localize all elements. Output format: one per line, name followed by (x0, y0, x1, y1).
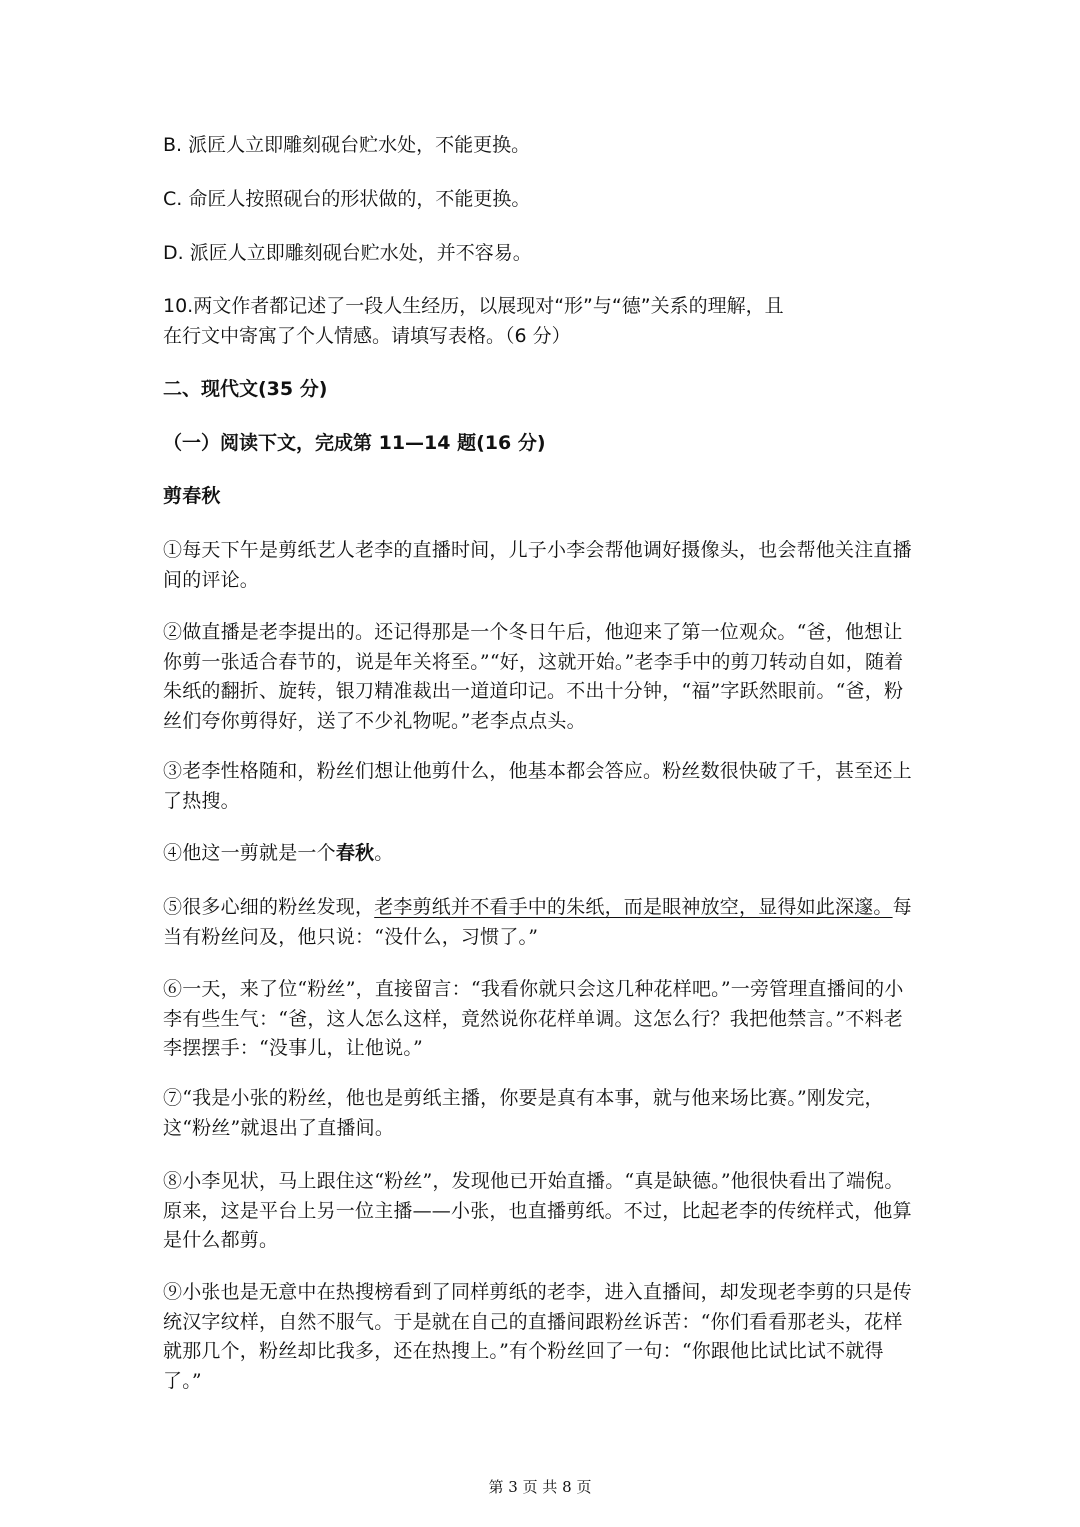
question-10-line-1: 10.两文作者都记述了一段人生经历，以展现对“形”与“德”关系的理解，且 (163, 295, 784, 317)
paragraph-3: ③老李性格随和，粉丝们想让他剪什么，他基本都会答应。粉丝数很快破了千，甚至还上了热搜。 (163, 760, 912, 812)
page-number-footer: 第 3 页 共 8 页 (488, 1478, 592, 1496)
option-d: D. 派匠人立即雕刻砚台贮水处，并不容易。 (163, 242, 532, 264)
section-title: 二、现代文(35 分) (163, 378, 328, 400)
section-subtitle: （一）阅读下文，完成第 11—14 题(16 分) (163, 432, 546, 454)
paragraph-5 (163, 893, 918, 952)
paragraph-8: ⑧小李见状，马上跟住这“粉丝”，发现他已开始直播。“真是缺德。”他很快看出了端倪。原来，这是平台上另一位主播——小张，也直播剪纸。不过，比起老李的传统样式，他算是什么都剪。 (163, 1170, 912, 1251)
paragraph-4-prefix: ④他这一剪就是一个 (163, 842, 336, 864)
paragraph-5-prefix: ⑤很多心细的粉丝发现， (163, 896, 375, 918)
paragraph-1: ①每天下午是剪纸艺人老李的直播时间，儿子小李会帮他调好摄像头，也会帮他关注直播间的评论。 (163, 539, 912, 591)
question-10 (163, 292, 918, 351)
question-10-line-2: 在行文中寄寓了个人情感。请填写表格。（6 分） (163, 324, 571, 347)
paragraph-5-suffix: 每当有粉丝问及，他只说：“没什么，习惯了。” (163, 896, 912, 948)
paragraph-9: ⑨小张也是无意中在热搜榜看到了同样剪纸的老李，进入直播间，却发现老李剪的只是传统汉字纹样，自然不服气。于是就在自己的直播间跟粉丝诉苦：“你们看看那老头，花样就那几个，粉丝却比我多，还在热搜上。”有个粉丝回了一句：“你跟他比试比试不就得了。” (163, 1281, 912, 1392)
option-b: B. 派匠人立即雕刻砚台贮水处，不能更换。 (163, 134, 531, 156)
paragraph-7: ⑦“我是小张的粉丝，他也是剪纸主播，你要是真有本事，就与他来场比赛。”刚发完，这“粉丝”就退出了直播间。 (163, 1087, 884, 1139)
paragraph-4 (163, 839, 918, 869)
paragraph-6: ⑥一天，来了位“粉丝”，直接留言：“我看你就只会这几种花样吧。”一旁管理直播间的小李有些生气：“爸，这人怎么这样，竟然说你花样单调。这怎么行？我把他禁言。”不料老李摆摆手：“没事儿，让他说。” (163, 978, 904, 1059)
paragraph-2: ②做直播是老李提出的。还记得那是一个冬日午后，他迎来了第一位观众。“爸，他想让你剪一张适合春节的，说是年关将至。”“好，这就开始。”老李手中的剪刀转动自如，随着朱纸的翻折、旋转，银刀精准裁出一道道印记。不出十分钟，“福”字跃然眼前。“爸，粉丝们夸你剪得好，送了不少礼物呢。”老李点点头。 (163, 621, 904, 732)
paragraph-4-emphasis: 春秋 (335, 842, 375, 864)
paragraph-4-suffix: 。 (374, 842, 394, 864)
option-c: C. 命匠人按照砚台的形状做的，不能更换。 (163, 188, 531, 210)
article-title: 剪春秋 (163, 485, 221, 507)
paragraph-5-underlined: 老李剪纸并不看手中的朱纸，而是眼神放空，显得如此深邃。 (374, 896, 893, 918)
